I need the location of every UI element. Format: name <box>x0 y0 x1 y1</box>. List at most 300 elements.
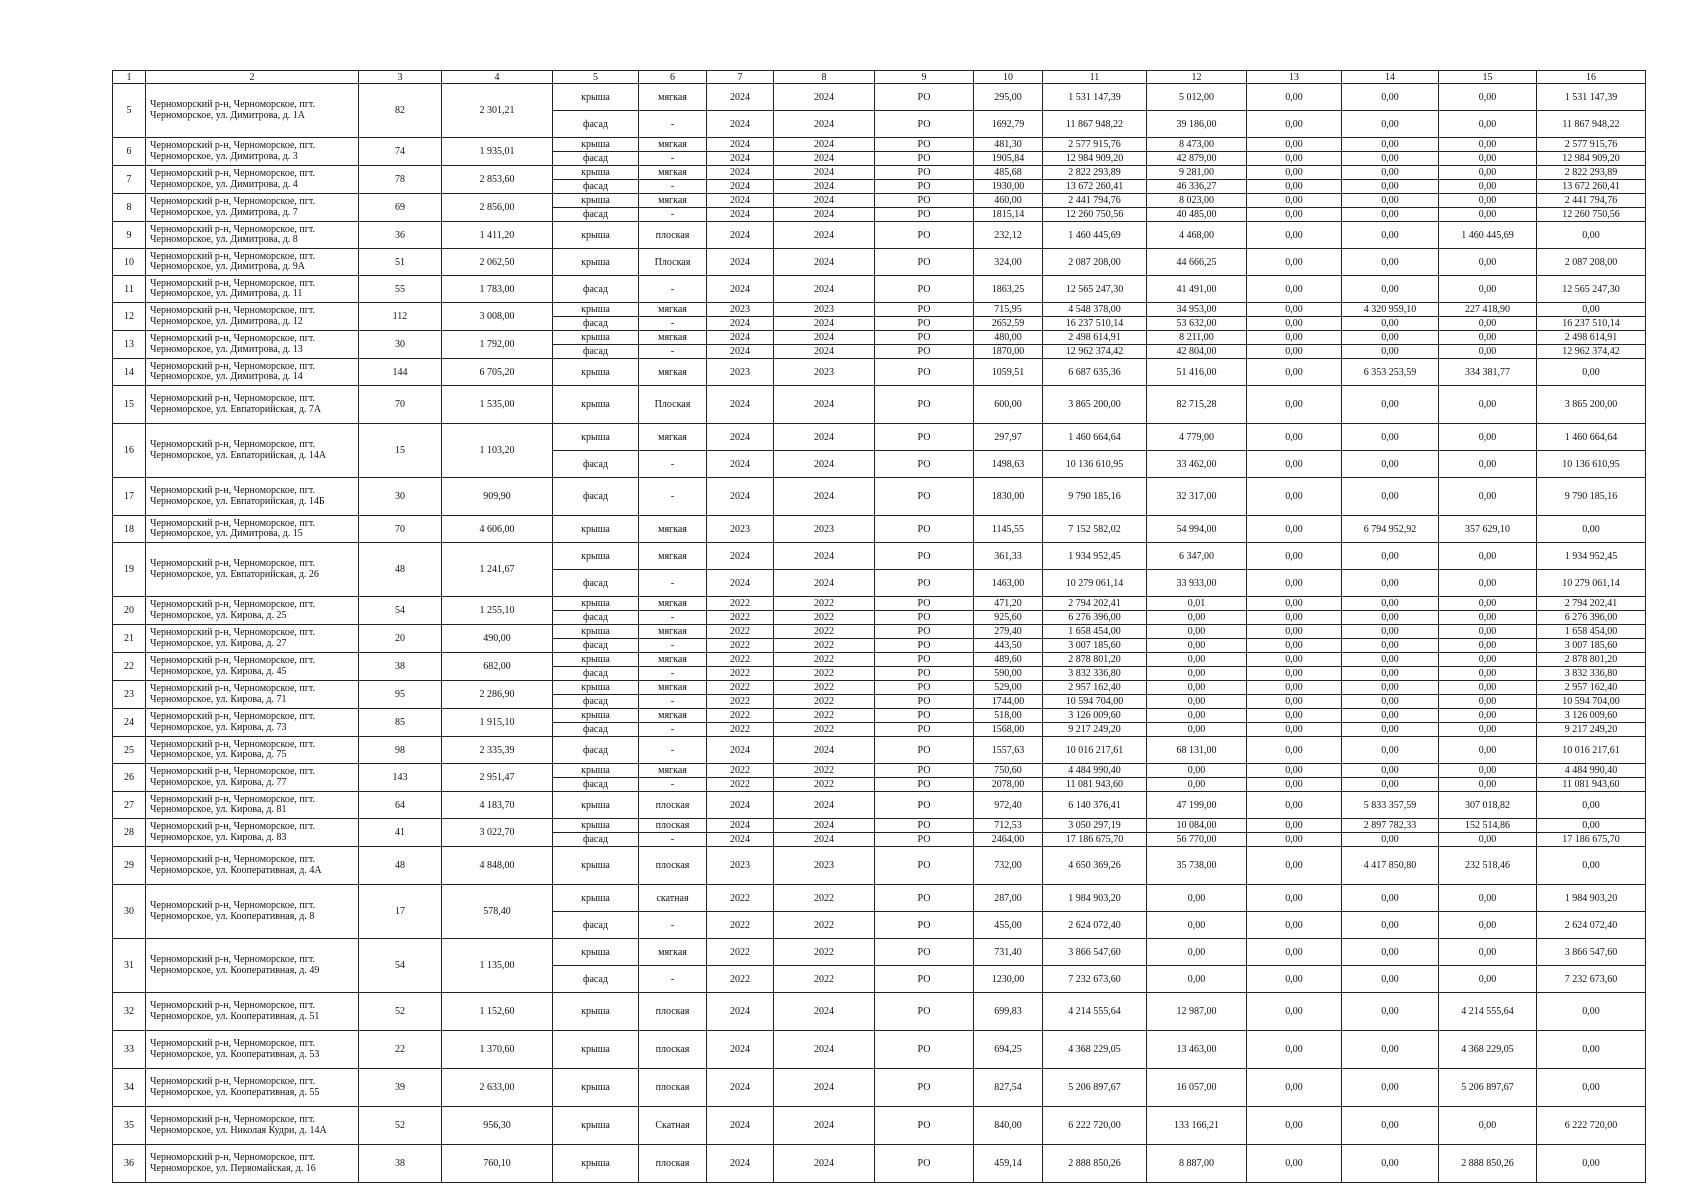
address-cell: Черноморский р-н, Черноморское, пгт. Черноморское, ул. Димитрова, д. 4 <box>146 166 359 194</box>
value-cell: плоская <box>639 993 707 1031</box>
value-cell: 0,00 <box>1439 276 1537 303</box>
value-cell: 1 460 445,69 <box>1043 222 1147 249</box>
value-cell: 2024 <box>774 792 875 819</box>
value-cell: 11 867 948,22 <box>1043 111 1147 138</box>
value-cell: 2022 <box>774 639 875 653</box>
table-row <box>113 84 1646 111</box>
value-cell: 972,40 <box>974 792 1043 819</box>
table-row <box>113 939 1646 966</box>
address-cell: Черноморский р-н, Черноморское, пгт. Черноморское, ул. Димитрова, д. 7 <box>146 194 359 222</box>
value-cell: 2022 <box>707 625 774 639</box>
value-cell: 0,00 <box>1342 993 1439 1031</box>
value-cell: 0,00 <box>1342 180 1439 194</box>
row-number-cell: 18 <box>113 516 146 543</box>
value-cell: 600,00 <box>974 386 1043 424</box>
value-cell: 357 629,10 <box>1439 516 1537 543</box>
column-number-cell: 7 <box>707 71 774 84</box>
value-cell: мягкая <box>639 625 707 639</box>
value-cell: 2023 <box>774 516 875 543</box>
value-cell: крыша <box>553 303 639 317</box>
apartments-cell: 15 <box>359 424 442 478</box>
value-cell: 0,00 <box>1537 993 1646 1031</box>
value-cell: 0,00 <box>1247 180 1342 194</box>
value-cell: 590,00 <box>974 667 1043 681</box>
value-cell: 2024 <box>707 1031 774 1069</box>
value-cell: 2024 <box>707 386 774 424</box>
value-cell: 2 441 794,76 <box>1537 194 1646 208</box>
value-cell: 0,00 <box>1247 331 1342 345</box>
value-cell: 443,50 <box>974 639 1043 653</box>
value-cell: 33 933,00 <box>1147 570 1247 597</box>
value-cell: 9 217 249,20 <box>1043 723 1147 737</box>
value-cell: РО <box>875 939 974 966</box>
value-cell: 3 866 547,60 <box>1537 939 1646 966</box>
value-cell: фасад <box>553 180 639 194</box>
apartments-cell: 55 <box>359 276 442 303</box>
row-number-cell: 31 <box>113 939 146 993</box>
value-cell: 0,00 <box>1247 249 1342 276</box>
table-row <box>113 1107 1646 1145</box>
value-cell: 0,00 <box>1342 1107 1439 1145</box>
value-cell: 0,00 <box>1342 478 1439 516</box>
value-cell: 2024 <box>774 737 875 764</box>
value-cell: РО <box>875 138 974 152</box>
area-cell: 1 241,67 <box>442 543 553 597</box>
value-cell: 2 957 162,40 <box>1043 681 1147 695</box>
address-cell: Черноморский р-н, Черноморское, пгт. Черноморское, ул. Кооперативная, д. 4А <box>146 847 359 885</box>
value-cell: РО <box>875 764 974 778</box>
value-cell: 0,00 <box>1247 966 1342 993</box>
value-cell: 6 687 635,36 <box>1043 359 1147 386</box>
table-row <box>113 359 1646 386</box>
value-cell: 925,60 <box>974 611 1043 625</box>
apartments-cell: 30 <box>359 331 442 359</box>
value-cell: 2024 <box>774 1031 875 1069</box>
value-cell: 4 468,00 <box>1147 222 1247 249</box>
row-number-cell: 12 <box>113 303 146 331</box>
value-cell: 0,00 <box>1342 386 1439 424</box>
value-cell: 0,00 <box>1342 276 1439 303</box>
column-number-cell: 15 <box>1439 71 1537 84</box>
value-cell: РО <box>875 611 974 625</box>
value-cell: 2 897 782,33 <box>1342 819 1439 833</box>
value-cell: 2022 <box>774 885 875 912</box>
value-cell: 0,00 <box>1439 639 1537 653</box>
area-cell: 4 606,00 <box>442 516 553 543</box>
row-number-cell: 13 <box>113 331 146 359</box>
address-cell: Черноморский р-н, Черноморское, пгт. Черноморское, ул. Евпаторийская, д. 26 <box>146 543 359 597</box>
column-number-cell: 13 <box>1247 71 1342 84</box>
value-cell: РО <box>875 451 974 478</box>
value-cell: 0,00 <box>1342 778 1439 792</box>
area-cell: 4 183,70 <box>442 792 553 819</box>
address-cell: Черноморский р-н, Черноморское, пгт. Черноморское, ул. Кооперативная, д. 49 <box>146 939 359 993</box>
value-cell: 2024 <box>707 543 774 570</box>
value-cell: 0,00 <box>1147 723 1247 737</box>
value-cell: фасад <box>553 966 639 993</box>
value-cell: 1557,63 <box>974 737 1043 764</box>
value-cell: 2024 <box>707 194 774 208</box>
apartments-cell: 30 <box>359 478 442 516</box>
value-cell: мягкая <box>639 709 707 723</box>
value-cell: 9 790 185,16 <box>1043 478 1147 516</box>
address-cell: Черноморский р-н, Черноморское, пгт. Черноморское, ул. Кирова, д. 73 <box>146 709 359 737</box>
value-cell: 2022 <box>707 597 774 611</box>
value-cell: 2 441 794,76 <box>1043 194 1147 208</box>
value-cell: 4 548 378,00 <box>1043 303 1147 317</box>
value-cell: 2022 <box>707 723 774 737</box>
row-number-cell: 10 <box>113 249 146 276</box>
value-cell: 2 822 293,89 <box>1537 166 1646 180</box>
table-row <box>113 222 1646 249</box>
row-number-cell: 26 <box>113 764 146 792</box>
area-cell: 1 915,10 <box>442 709 553 737</box>
table-row <box>113 424 1646 451</box>
value-cell: мягкая <box>639 939 707 966</box>
value-cell: 2024 <box>707 1069 774 1107</box>
value-cell: 4 417 850,80 <box>1342 847 1439 885</box>
value-cell: 481,30 <box>974 138 1043 152</box>
value-cell: 0,00 <box>1439 653 1537 667</box>
value-cell: 2022 <box>774 912 875 939</box>
value-cell: 485,68 <box>974 166 1043 180</box>
value-cell: 2022 <box>774 966 875 993</box>
value-cell: 2024 <box>774 570 875 597</box>
value-cell: 2024 <box>774 345 875 359</box>
value-cell: 0,00 <box>1247 681 1342 695</box>
value-cell: 0,00 <box>1247 1107 1342 1145</box>
value-cell: РО <box>875 625 974 639</box>
apartments-cell: 36 <box>359 222 442 249</box>
value-cell: фасад <box>553 345 639 359</box>
value-cell: 10 279 061,14 <box>1537 570 1646 597</box>
value-cell: 56 770,00 <box>1147 833 1247 847</box>
value-cell: 0,00 <box>1537 222 1646 249</box>
apartments-cell: 112 <box>359 303 442 331</box>
value-cell: 3 007 185,60 <box>1043 639 1147 653</box>
value-cell: 0,00 <box>1537 1031 1646 1069</box>
row-number-cell: 16 <box>113 424 146 478</box>
value-cell: РО <box>875 166 974 180</box>
value-cell: мягкая <box>639 303 707 317</box>
value-cell: 1463,00 <box>974 570 1043 597</box>
value-cell: РО <box>875 885 974 912</box>
value-cell: фасад <box>553 912 639 939</box>
value-cell: 297,97 <box>974 424 1043 451</box>
value-cell: фасад <box>553 667 639 681</box>
value-cell: 694,25 <box>974 1031 1043 1069</box>
value-cell: фасад <box>553 111 639 138</box>
value-cell: 2023 <box>774 847 875 885</box>
value-cell: 518,00 <box>974 709 1043 723</box>
value-cell: 2 624 072,40 <box>1043 912 1147 939</box>
value-cell: РО <box>875 966 974 993</box>
value-cell: фасад <box>553 737 639 764</box>
value-cell: крыша <box>553 653 639 667</box>
value-cell: 0,00 <box>1147 639 1247 653</box>
apartments-cell: 51 <box>359 249 442 276</box>
value-cell: 0,00 <box>1439 543 1537 570</box>
value-cell: 2 624 072,40 <box>1537 912 1646 939</box>
value-cell: крыша <box>553 359 639 386</box>
value-cell: 0,00 <box>1342 208 1439 222</box>
apartments-cell: 20 <box>359 625 442 653</box>
value-cell: 2 794 202,41 <box>1537 597 1646 611</box>
value-cell: 0,00 <box>1342 709 1439 723</box>
value-cell: 0,00 <box>1147 764 1247 778</box>
value-cell: 0,00 <box>1439 345 1537 359</box>
value-cell: мягкая <box>639 331 707 345</box>
value-cell: 11 081 943,60 <box>1043 778 1147 792</box>
document-page <box>112 70 1645 1183</box>
value-cell: 1 934 952,45 <box>1537 543 1646 570</box>
value-cell: 0,00 <box>1247 1145 1342 1183</box>
value-cell: 2024 <box>774 1145 875 1183</box>
value-cell: РО <box>875 386 974 424</box>
value-cell: 0,00 <box>1342 966 1439 993</box>
value-cell: 5 012,00 <box>1147 84 1247 111</box>
value-cell: 2024 <box>707 424 774 451</box>
value-cell: 12 260 750,56 <box>1043 208 1147 222</box>
address-cell: Черноморский р-н, Черноморское, пгт. Черноморское, ул. Кирова, д. 81 <box>146 792 359 819</box>
value-cell: 2078,00 <box>974 778 1043 792</box>
value-cell: 0,00 <box>1247 222 1342 249</box>
value-cell: 2023 <box>774 303 875 317</box>
value-cell: 0,00 <box>1439 166 1537 180</box>
address-cell: Черноморский р-н, Черноморское, пгт. Черноморское, ул. Димитрова, д. 9А <box>146 249 359 276</box>
value-cell: 1863,25 <box>974 276 1043 303</box>
value-cell: 0,00 <box>1439 695 1537 709</box>
value-cell: 0,00 <box>1247 451 1342 478</box>
value-cell: 287,00 <box>974 885 1043 912</box>
value-cell: 1 531 147,39 <box>1537 84 1646 111</box>
column-number-cell: 16 <box>1537 71 1646 84</box>
address-cell: Черноморский р-н, Черноморское, пгт. Черноморское, ул. Димитрова, д. 1А <box>146 84 359 138</box>
value-cell: 11 867 948,22 <box>1537 111 1646 138</box>
value-cell: 0,00 <box>1247 847 1342 885</box>
value-cell: 10 594 704,00 <box>1537 695 1646 709</box>
value-cell: 0,00 <box>1537 1069 1646 1107</box>
value-cell: 334 381,77 <box>1439 359 1537 386</box>
value-cell: 0,00 <box>1247 152 1342 166</box>
area-cell: 3 008,00 <box>442 303 553 331</box>
value-cell: 2024 <box>774 1069 875 1107</box>
value-cell: 2024 <box>774 543 875 570</box>
value-cell: скатная <box>639 885 707 912</box>
value-cell: 16 057,00 <box>1147 1069 1247 1107</box>
column-number-cell: 4 <box>442 71 553 84</box>
value-cell: РО <box>875 194 974 208</box>
apartments-cell: 78 <box>359 166 442 194</box>
value-cell: 2024 <box>774 138 875 152</box>
value-cell: 0,00 <box>1247 543 1342 570</box>
value-cell: - <box>639 570 707 597</box>
value-cell: 0,00 <box>1247 778 1342 792</box>
apartments-cell: 98 <box>359 737 442 764</box>
address-cell: Черноморский р-н, Черноморское, пгт. Черноморское, ул. Николая Кудри, д. 14А <box>146 1107 359 1145</box>
area-cell: 490,00 <box>442 625 553 653</box>
address-cell: Черноморский р-н, Черноморское, пгт. Черноморское, ул. Кирова, д. 77 <box>146 764 359 792</box>
table-row <box>113 709 1646 723</box>
value-cell: 471,20 <box>974 597 1043 611</box>
row-number-cell: 15 <box>113 386 146 424</box>
value-cell: 4 484 990,40 <box>1043 764 1147 778</box>
value-cell: крыша <box>553 885 639 912</box>
value-cell: плоская <box>639 792 707 819</box>
value-cell: 0,00 <box>1439 84 1537 111</box>
value-cell: фасад <box>553 317 639 331</box>
value-cell: 0,00 <box>1342 639 1439 653</box>
value-cell: 0,00 <box>1247 993 1342 1031</box>
value-cell: 0,00 <box>1342 597 1439 611</box>
value-cell: 840,00 <box>974 1107 1043 1145</box>
row-number-cell: 28 <box>113 819 146 847</box>
column-number-cell: 5 <box>553 71 639 84</box>
value-cell: фасад <box>553 152 639 166</box>
value-cell: 3 866 547,60 <box>1043 939 1147 966</box>
value-cell: 0,00 <box>1247 723 1342 737</box>
value-cell: 3 126 009,60 <box>1043 709 1147 723</box>
value-cell: 2024 <box>774 331 875 345</box>
value-cell: крыша <box>553 1069 639 1107</box>
value-cell: 1 934 952,45 <box>1043 543 1147 570</box>
value-cell: 4 320 959,10 <box>1342 303 1439 317</box>
table-row <box>113 276 1646 303</box>
value-cell: 2022 <box>774 709 875 723</box>
table-row <box>113 653 1646 667</box>
column-number-cell: 6 <box>639 71 707 84</box>
area-cell: 1 152,60 <box>442 993 553 1031</box>
value-cell: РО <box>875 709 974 723</box>
column-number-cell: 2 <box>146 71 359 84</box>
value-cell: фасад <box>553 208 639 222</box>
value-cell: 0,00 <box>1439 912 1537 939</box>
table-row <box>113 478 1646 516</box>
apartments-cell: 41 <box>359 819 442 847</box>
column-number-cell: 12 <box>1147 71 1247 84</box>
value-cell: 0,00 <box>1439 625 1537 639</box>
value-cell: 12 984 909,20 <box>1043 152 1147 166</box>
value-cell: 2023 <box>707 847 774 885</box>
value-cell: 12 565 247,30 <box>1043 276 1147 303</box>
value-cell: 6 276 396,00 <box>1043 611 1147 625</box>
value-cell: 2024 <box>707 276 774 303</box>
value-cell: 2024 <box>707 993 774 1031</box>
address-cell: Черноморский р-н, Черноморское, пгт. Черноморское, ул. Кооперативная, д. 55 <box>146 1069 359 1107</box>
table-row <box>113 516 1646 543</box>
value-cell: - <box>639 667 707 681</box>
column-number-cell: 10 <box>974 71 1043 84</box>
value-cell: 0,00 <box>1342 317 1439 331</box>
apartments-cell: 54 <box>359 939 442 993</box>
value-cell: 2024 <box>707 152 774 166</box>
value-cell: 2024 <box>707 84 774 111</box>
value-cell: 2024 <box>707 208 774 222</box>
table-row <box>113 737 1646 764</box>
value-cell: 1930,00 <box>974 180 1043 194</box>
value-cell: 1 460 445,69 <box>1439 222 1537 249</box>
value-cell: - <box>639 912 707 939</box>
value-cell: 0,00 <box>1342 625 1439 639</box>
address-cell: Черноморский р-н, Черноморское, пгт. Черноморское, ул. Кирова, д. 27 <box>146 625 359 653</box>
value-cell: 2024 <box>707 1107 774 1145</box>
table-row <box>113 1145 1646 1183</box>
value-cell: 6 794 952,92 <box>1342 516 1439 543</box>
row-number-cell: 17 <box>113 478 146 516</box>
value-cell: 0,00 <box>1439 331 1537 345</box>
value-cell: РО <box>875 833 974 847</box>
value-cell: 2023 <box>707 303 774 317</box>
value-cell: 8 887,00 <box>1147 1145 1247 1183</box>
value-cell: 0,00 <box>1342 764 1439 778</box>
value-cell: 1059,51 <box>974 359 1043 386</box>
apartments-cell: 38 <box>359 653 442 681</box>
value-cell: 2 878 801,20 <box>1537 653 1646 667</box>
value-cell: мягкая <box>639 424 707 451</box>
value-cell: 0,00 <box>1247 639 1342 653</box>
apartments-cell: 144 <box>359 359 442 386</box>
apartments-cell: 95 <box>359 681 442 709</box>
value-cell: 0,00 <box>1342 451 1439 478</box>
row-number-cell: 23 <box>113 681 146 709</box>
value-cell: крыша <box>553 847 639 885</box>
address-cell: Черноморский р-н, Черноморское, пгт. Черноморское, ул. Кирова, д. 71 <box>146 681 359 709</box>
value-cell: 0,00 <box>1247 317 1342 331</box>
value-cell: 2022 <box>774 695 875 709</box>
value-cell: - <box>639 778 707 792</box>
value-cell: 1692,79 <box>974 111 1043 138</box>
value-cell: 0,00 <box>1342 681 1439 695</box>
value-cell: 4 368 229,05 <box>1439 1031 1537 1069</box>
value-cell: 2024 <box>707 249 774 276</box>
value-cell: 2 822 293,89 <box>1043 166 1147 180</box>
value-cell: 2022 <box>707 778 774 792</box>
value-cell: 0,00 <box>1342 737 1439 764</box>
value-cell: фасад <box>553 695 639 709</box>
value-cell: РО <box>875 208 974 222</box>
value-cell: РО <box>875 152 974 166</box>
value-cell: 2022 <box>774 778 875 792</box>
row-number-cell: 25 <box>113 737 146 764</box>
area-cell: 956,30 <box>442 1107 553 1145</box>
apartments-cell: 22 <box>359 1031 442 1069</box>
value-cell: 9 790 185,16 <box>1537 478 1646 516</box>
address-cell: Черноморский р-н, Черноморское, пгт. Черноморское, ул. Кирова, д. 75 <box>146 737 359 764</box>
value-cell: 12 987,00 <box>1147 993 1247 1031</box>
value-cell: 0,00 <box>1247 695 1342 709</box>
area-cell: 1 255,10 <box>442 597 553 625</box>
value-cell: 459,14 <box>974 1145 1043 1183</box>
value-cell: - <box>639 111 707 138</box>
value-cell: 0,00 <box>1147 939 1247 966</box>
apartments-cell: 39 <box>359 1069 442 1107</box>
value-cell: 295,00 <box>974 84 1043 111</box>
value-cell: 0,00 <box>1342 543 1439 570</box>
value-cell: 0,00 <box>1342 424 1439 451</box>
value-cell: мягкая <box>639 516 707 543</box>
value-cell: 1568,00 <box>974 723 1043 737</box>
value-cell: 3 007 185,60 <box>1537 639 1646 653</box>
value-cell: РО <box>875 792 974 819</box>
table-row <box>113 993 1646 1031</box>
value-cell: РО <box>875 331 974 345</box>
value-cell: РО <box>875 737 974 764</box>
value-cell: 0,00 <box>1147 709 1247 723</box>
value-cell: 7 232 673,60 <box>1537 966 1646 993</box>
value-cell: 0,00 <box>1247 1069 1342 1107</box>
value-cell: 2024 <box>774 451 875 478</box>
value-cell: 1 984 903,20 <box>1537 885 1646 912</box>
